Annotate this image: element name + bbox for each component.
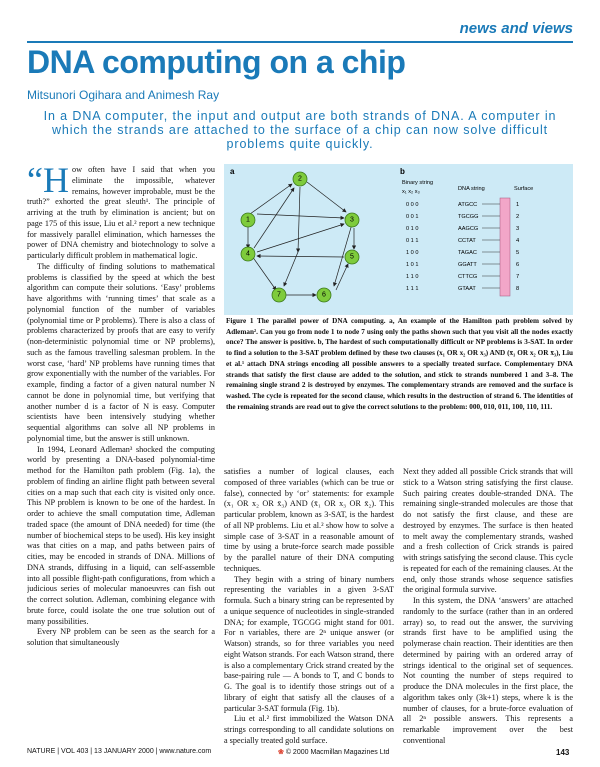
dna-value: TGCGG [458,214,479,220]
drop-cap: “H [27,165,69,200]
panel-b-label: b [400,167,405,176]
dna-value: ATGCC [458,202,478,208]
surface-value: 7 [516,274,520,280]
dna-value: TAGAC [458,250,477,256]
dna-header: DNA string [458,186,485,192]
article-title: DNA computing on a chip [27,44,406,80]
column-1 [27,165,215,745]
section-rule [27,41,573,43]
caption-body: a, An example of the Hamilton path problem solved by Adleman². Can you go from node 1 to node 7 using only the paths shown such that you visit all the nodes exactly once? The answer is positive. b, The hardest of such computationally difficult or NP problems is 3-SAT. In order to find a solution to the 3-SAT problem defined by these two clauses (x₁ OR x₂ OR x₃) AND (x̄₁ OR x₂ OR x̄₃), Liu et al.¹ attach DNA strings encoding all possible answers to a specially treated surface. Complementary DNA strands that satisfy the first clause are added to the solution, and stick to strands numbered 1 and 3–8. The remaining single strand 2 is destroyed by enzymes. The complementary strands are removed and the surface is washed. The cycle is repeated for the second clause, which results in the destruction of strand 6. The identities of the remaining strands are read out to give the correct solutions to the problem: 000, 010, 011, 100, 110, 111. [226,317,573,411]
publisher-logo-icon: ❀ [278,749,284,756]
surface-value: 2 [516,214,520,220]
binary-value: 1 1 0 [406,274,419,280]
node-label: 5 [350,253,354,261]
paragraph: “How often have I said that when you eliminate the impossible, whatever remains, however improbable, must be the truth?” exhorted the great sleuth¹. The principle of arriving at the truth by elimination is ancient; but on page 175 of this issue, Liu et al.² report a new technique for massively parallel elimination, which harnesses the power of DNA chemistry and biotechnology to solve a particularly difficult problem in mathematical logic. [27,165,215,260]
node-label: 4 [246,250,250,258]
surface-value: 1 [516,202,520,208]
column-3 [403,467,573,745]
graph-edges [248,182,354,295]
figure-1 [224,164,573,315]
binary-value: 1 0 1 [406,262,419,268]
dna-value: GTAAT [458,286,476,292]
authors: Mitsunori Ogihara and Animesh Ray [27,88,220,102]
paragraph: In this system, the DNA ‘answers’ are attached randomly to the surface (rather than in an ordered array) so, to read out the answer, the surviving strands first have to be amplified using the polymerase chain reaction. Their identities are then determined by pairing with an ordered array of strings identical to the original set of sequences. Not counting the number of steps required to produce the DNA molecules in the first place, the algorithm takes only (3k+1) steps, where k is the number of clauses, for a brute-force evaluation of all 2ⁿ possible answers. This represents a remarkable improvement over the best conventional [403,596,573,745]
dna-value: CTTCG [458,274,478,280]
surface-numbers [516,202,520,292]
caption-lead: Figure 1 The parallel power of DNA computing. [226,317,386,325]
binary-value: 1 1 1 [406,286,419,292]
figure-graphic [224,164,573,315]
binary-value: 0 0 1 [406,214,419,220]
surface-value: 5 [516,250,520,256]
paragraph: satisfies a number of logical clauses, each composed of three variables (which can be true or false), connected by ‘or’ statements: for example (x₁ OR x₂ OR x̄₃) AND (x̄₁ OR x₃ OR x̄₂). This particular problem, known as 3-SAT, is the hardest of all NP problems. Liu et al.² show how to solve a simple case of 3-SAT in a reasonable amount of time by using a brute-force search made possible by the parallel nature of their DNA computing techniques. [224,467,394,573]
paragraph: Every NP problem can be seen as the search for a solution that simultaneously [27,627,215,647]
node-label: 2 [298,175,302,183]
node-label: 6 [322,291,326,299]
dna-value: GGATT [458,262,477,268]
paragraph: Liu et al.² first immobilized the Watson DNA strings corresponding to all candidate solutions on a specially treated gold surface. [224,714,394,745]
strand-lines [482,204,500,288]
dna-value: CCTAT [458,238,476,244]
column-2 [224,467,394,745]
surface-strip [500,198,510,296]
footer-journal-info: NATURE | VOL 403 | 13 JANUARY 2000 | www.nature.com [27,748,212,755]
surface-value: 4 [516,238,520,244]
paragraph: The difficulty of finding solutions to mathematical problems is classified by the speed at which the best algorithm can compute their solutions. ‘Easy’ problems have algorithms with ‘running times’ that scale as a polynomial function of the number of variables (polynomial time or P problems). There is also a class of problems characterized by proofs that are easy to verify (non-deterministic polynomial time or NP problems), such as the famous travelling salesman problem. In the worst case, ‘hard’ NP problems have running times that grow exponentially with the number of the variables. For example, finding a factor of a given natural number N cannot be done in polynomial time, but verifying that another number d is a factor of N is easy. Computer scientists have been intensively studying whether sequential algorithms can solve all NP problems in polynomial time, but the answer is still unknown. [27,261,215,443]
paragraph: Next they added all possible Crick strands that will stick to a Watson string satisfying the first clause. Such pairing creates double-stranded DNA. The remaining single-stranded molecules are those that do not satisfy the first clause, and these are destroyed by enzymes. The surface is then heated to melt away the complementary strands, washed and a fresh collection of Crick strands is paired with strings satisfying the second clause. This cycle is repeated for each of the remaining clauses. At the end, only those strands whose sequence satisfies the original formula survive. [403,467,573,595]
abstract: In a DNA computer, the input and output are both strands of DNA. A computer in which the strands are attached to the surface of a chip can now solve difficult problems quite quickly. [43,109,557,151]
truth-table [402,180,533,292]
binary-value: 0 1 1 [406,238,419,244]
surface-value: 6 [516,262,520,268]
binary-header: Binary string [402,180,434,186]
section-label: news and views [459,20,573,37]
node-label: 1 [246,216,250,224]
page-number: 143 [556,748,570,757]
paragraph: They begin with a string of binary numbers representing the variables in a given 3-SAT formula. Such a binary string can be represented by a unique sequence of nucleotides in single-stranded DNA; for example, TGCGG might stand for 001. For n variables, there are 2ⁿ unique answer (or Watson) strands, so for three variables you need eight Watson strands. For each Watson strand, there is also a complementary Crick strand created by the base-pairing rule — A bonds to T, and C bonds to G. The goal is to identify those strings out of a library of eight that satisfy all the clauses of a particular 3-SAT formula (Fig. 1b). [224,574,394,713]
panel-a-label: a [230,167,235,176]
binary-value: 0 1 0 [406,226,419,232]
binary-value: 1 0 0 [406,250,419,256]
binary-value: 0 0 0 [406,202,419,208]
surface-value: 8 [516,286,520,292]
node-label: 7 [277,291,281,299]
node-label: 3 [350,216,354,224]
footer-copyright: ❀ © 2000 Macmillan Magazines Ltd [278,749,390,756]
surface-value: 3 [516,226,520,232]
paragraph: In 1994, Leonard Adleman³ shocked the computing world by presenting a DNA-based polynomial-time method for the Hamilton path problem (Fig. 1a), the problem of finding an airline flight path between several cities on a map such that each city is visited only once. This NP problem is known to be one of the hardest. In order to achieve the small computation time, Adleman traded space (the amount of DNA needed) for time (the number of biochemical steps to be used). His key insight was that cities on a map, and paths between pairs of cities, may be encoded in strands of DNA. Millions of DNA strands, diffusing in a liquid, can self-assemble into all possible flight-path configurations, from which a judicious series of molecular manoeuvres can fish out the correct solution. Adleman, combining elegance with brute force, could isolate the one true solution out of many possibilities. [27,444,215,626]
binary-vars: x₁ x₂ x₃ [402,189,420,195]
surface-header: Surface [514,186,534,192]
dna-value: AAGCG [458,226,479,232]
figure-caption [226,316,573,464]
